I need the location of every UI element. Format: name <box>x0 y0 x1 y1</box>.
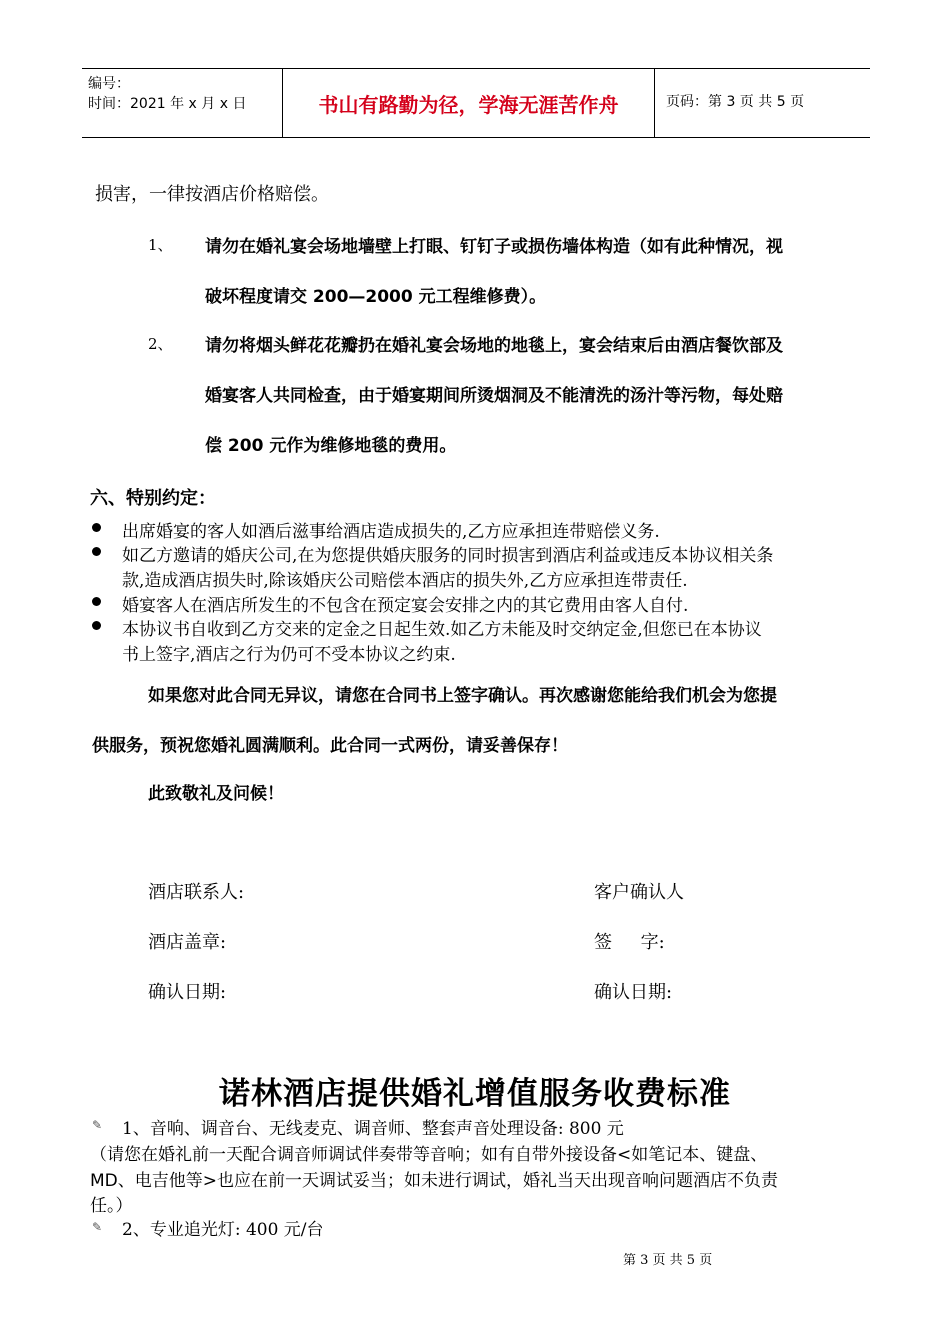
hotel-seal-label: 酒店盖章: <box>148 932 227 953</box>
confirm-date-right-label: 确认日期: <box>594 982 673 1003</box>
closing-line-3: 此致敬礼及问候！ <box>148 784 284 804</box>
item-text-line: 请勿在婚礼宴会场地墙壁上打眼、钉钉子或损伤墙体构造（如有此种情况，视 <box>205 237 783 257</box>
fee-item-1: 1、音响、调音台、无线麦克、调音师、整套声音处理设备: 800 元 <box>122 1119 624 1139</box>
bullet-text-line: 如乙方邀请的婚庆公司,在为您提供婚庆服务的同时损害到酒店利益或违反本协议相关条 <box>122 546 774 566</box>
fee-note-line: MD、电吉他等>也应在前一天调试妥当；如未进行调试，婚礼当天出现音响问题酒店不负责 <box>90 1171 779 1191</box>
page-footer: 第 3 页 共 5 页 <box>623 1253 713 1268</box>
signature-label: 签 字: <box>594 932 665 953</box>
bullet-text-line: 款,造成酒店损失时,除该婚庆公司赔偿本酒店的损失外,乙方应承担连带责任. <box>122 571 688 591</box>
page-header-table <box>82 68 870 138</box>
item-text-line: 请勿将烟头鲜花花瓣扔在婚礼宴会场地的地毯上，宴会结束后由酒店餐饮部及 <box>205 336 783 356</box>
pencil-icon: ✎ <box>92 1220 103 1234</box>
bullet-text-line: 本协议书自收到乙方交来的定金之日起生效.如乙方未能及时交纳定金,但您已在本协议 <box>122 620 762 640</box>
fee-item-2: 2、专业追光灯: 400 元/台 <box>122 1220 324 1240</box>
item-text-line: 破坏程度请交 200—2000 元工程维修费）。 <box>205 287 547 307</box>
intro-line: 损害，一律按酒店价格赔偿。 <box>95 184 329 205</box>
confirm-date-left-label: 确认日期: <box>148 982 227 1003</box>
bullet-text-line: 出席婚宴的客人如酒后滋事给酒店造成损失的,乙方应承担连带赔偿义务. <box>122 522 660 542</box>
bullet-text-line: 书上签字,酒店之行为仍可不受本协议之约束. <box>122 645 456 665</box>
pencil-icon: ✎ <box>92 1118 103 1132</box>
closing-line-2: 供服务，预祝您婚礼圆满顺利。此合同一式两份，请妥善保存！ <box>92 736 568 756</box>
fee-standard-title: 诺林酒店提供婚礼增值服务收费标准 <box>219 1076 731 1112</box>
item-number: 2、 <box>148 335 173 353</box>
fee-note-line: 任。） <box>90 1196 133 1216</box>
item-text-line: 婚宴客人共同检查，由于婚宴期间所烫烟洞及不能清洗的汤汁等污物，每处赔 <box>205 386 783 406</box>
bullet-dot <box>92 621 101 630</box>
document-number-label: 编号： <box>88 76 130 92</box>
closing-line-1: 如果您对此合同无异议，请您在合同书上签字确认。再次感谢您能给我们机会为您提 <box>148 686 777 706</box>
header-info-cell <box>82 69 283 137</box>
hotel-contact-label: 酒店联系人: <box>148 882 245 903</box>
client-confirm-label: 客户确认人 <box>594 882 684 903</box>
fee-note-line: （请您在婚礼前一天配合调音师调试伴奏带等音响；如有自带外接设备<如笔记本、键盘、 <box>90 1145 768 1165</box>
item-text-line: 偿 200 元作为维修地毯的费用。 <box>205 436 457 456</box>
bullet-dot <box>92 547 101 556</box>
bullet-text-line: 婚宴客人在酒店所发生的不包含在预定宴会安排之内的其它费用由客人自付. <box>122 596 689 616</box>
bullet-dot <box>92 523 101 532</box>
section-heading: 六、特别约定： <box>90 488 216 509</box>
item-number: 1、 <box>148 236 173 254</box>
header-page-info: 页码：第 3 页 共 5 页 <box>666 94 805 110</box>
header-motto: 书山有路勤为径，学海无涯苦作舟 <box>283 69 655 137</box>
document-time-label: 时间：2021 年 x 月 x 日 <box>88 96 247 112</box>
bullet-dot <box>92 597 101 606</box>
